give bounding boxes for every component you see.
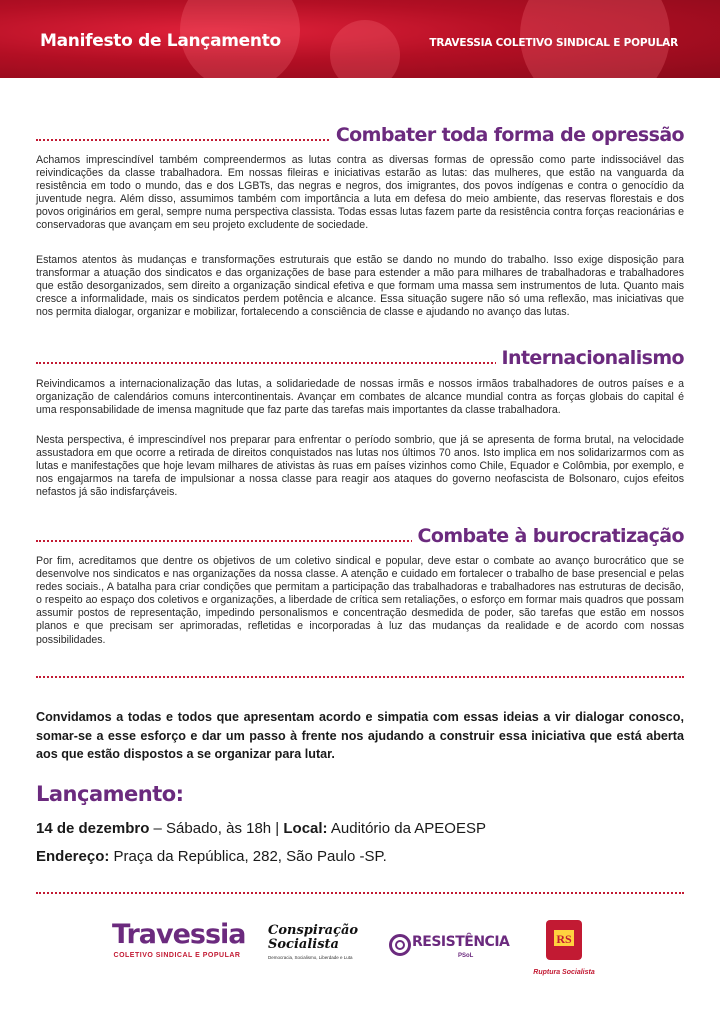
launch-title: Lançamento: bbox=[36, 782, 184, 806]
section-heading-opressao bbox=[36, 120, 684, 146]
ruptura-mark: RS bbox=[556, 932, 572, 946]
launch-date: 14 de dezembro bbox=[36, 820, 150, 837]
paragraph: Nesta perspectiva, é imprescindível nos preparar para enfrentar o período sombrio, que já se apresenta de forma brutal, na velocidade assustadora em que ocorre a retirada de direitos conquistados nas lutas nos últimos 70 anos. Isto implica em nos solidarizarmos com as lutas e manifestações que hoje levam milhares de ativistas às ruas em países vizinhos como Chile, Equador e Colômbia, por exemplo, e nos engajarmos na tarefa de impulsionar a nossa classe para reagir aos ataques do governo neofascista de Bolsonaro, cujos efeitos nefastos já são indisfarçáveis. bbox=[36, 434, 684, 499]
header-banner bbox=[0, 0, 720, 78]
paragraph: Por fim, acreditamos que dentre os objetivos de um coletivo sindical e popular, deve estar o combate ao avanço burocrático que se desenvolve nos sindicatos e nas organizações da nossa classe. A atenção e cuidado em fortalecer o trabalho de base presencial e pelas redes sociais., A batalha para criar condições que permitam a participação das trabalhadoras e trabalhadores nas estruturas de decisão, o respeito ao espaço dos coletivos e organizações, a liberdade de crítica sem retaliações, o esforço em formar mais quadros que possam assumir postos de representação, impedindo personalismos e concentração desmedida de poder, são tarefas que estão em nossos planos e que precisam ser aprimoradas, refletidas e incorporadas à luz das mudanças da realidade e de acordo com nossas possibilidades. bbox=[36, 555, 684, 646]
launch-address-line bbox=[36, 848, 387, 865]
section-title: Combate à burocratização bbox=[412, 525, 684, 547]
launch-address-value: Praça da República, 282, São Paulo -SP. bbox=[109, 848, 387, 865]
travessia-logo bbox=[112, 919, 246, 959]
invitation-text: Convidamos a todas e todos que apresentam acordo e simpatia com essas ideias a vir dialogar conosco, somar-se a esse esforço e dar um passo à frente nos ajudando a construir essa iniciativa que está aberta aos que estão dispostos a se organizar para lutar. bbox=[36, 710, 684, 761]
conspiracao-socialista-logo bbox=[268, 924, 368, 960]
travessia-logo-subtitle: COLETIVO SINDICAL E POPULAR bbox=[113, 952, 241, 959]
launch-date-line bbox=[36, 820, 486, 837]
launch-address-label: Endereço: bbox=[36, 848, 110, 865]
travessia-logo-name: Travessia bbox=[112, 919, 246, 950]
resistencia-logo bbox=[388, 932, 518, 962]
ruptura-fist-icon bbox=[524, 916, 604, 966]
dotted-divider bbox=[36, 676, 684, 678]
paragraph: Reivindicamos a internacionalização das lutas, a solidariedade de nossas irmãs e nossos irmãos trabalhadores de outros países e a organização de calendários comuns intercontinentais. Avançar em combates de alcance mundial contra as forças globais do capital é uma responsabilidade de imensa magnitude que faz parte das tarefas mais importantes da classe trabalhadora. bbox=[36, 378, 684, 417]
document-title: Manifesto de Lançamento bbox=[40, 31, 281, 51]
section-heading-internacionalismo bbox=[36, 343, 684, 369]
section-title: Combater toda forma de opressão bbox=[330, 124, 684, 146]
resistencia-logo-party: PSoL bbox=[458, 953, 474, 959]
launch-local-value: Auditório da APEOESP bbox=[327, 820, 486, 837]
section-title: Internacionalismo bbox=[496, 347, 684, 369]
ruptura-socialista-logo bbox=[524, 916, 604, 976]
bokeh-decoration bbox=[330, 20, 400, 78]
conspiracao-logo-tagline: Democracia, Socialismo, Liberdade e Luta bbox=[268, 955, 353, 960]
paragraph: Achamos imprescindível também compreendermos as lutas contra as diversas formas de opressão como parte indissociável das reivindicações da classe trabalhadora. Em nossas fileiras e iniciativas estarão as lutas: das mulheres, que estão na vanguarda da resistência em todo o mundo, das e dos LGBTs, das negras e negros, dos imigrantes, dos povos indígenas e contra o genocídio da juventude negra. Além disso, assumimos também com importância a luta em defesa do meio ambiente, das reservas florestais e dos povos originários em geral, sempre numa perspectiva classista. Todas essas lutas fazem parte da resistência contra forças reacionárias e conservadoras que avançam em seu projeto excludente de sociedade. bbox=[36, 154, 684, 232]
logo-strip bbox=[0, 912, 720, 982]
resistencia-circle-icon bbox=[388, 933, 412, 957]
ruptura-logo-name: Ruptura Socialista bbox=[533, 969, 595, 976]
dotted-divider bbox=[36, 892, 684, 894]
conspiracao-logo-line2: Socialista bbox=[268, 937, 339, 952]
paragraph: Estamos atentos às mudanças e transformações estruturais que estão se dando no mundo do trabalho. Isso exige disposição para transformar a atuação dos sindicatos e das organizações de base para estender a mão para milhares de trabalhadoras e trabalhadores que estão desorganizados, sem direito a organização sindical efetiva e que formam uma massa sem instrumentos de luta. Quanto mais cresce a informalidade, mais os sindicatos perdem potência e alcance. Essa situação sugere não só uma reflexão, mas iniciativas que nos permita dialogar, organizar e mobilizar, fortalecendo a consciência de classe e ajudando no avanço das lutas. bbox=[36, 254, 684, 319]
launch-time: – Sábado, às 18h | bbox=[149, 820, 284, 837]
launch-local-label: Local: bbox=[283, 820, 328, 837]
conspiracao-logo-line1: Conspiração bbox=[268, 923, 359, 938]
section-heading-burocratizacao bbox=[36, 521, 684, 547]
header-org-name: TRAVESSIA COLETIVO SINDICAL E POPULAR bbox=[429, 37, 678, 49]
resistencia-logo-name: RESISTÊNCIA bbox=[412, 934, 510, 950]
